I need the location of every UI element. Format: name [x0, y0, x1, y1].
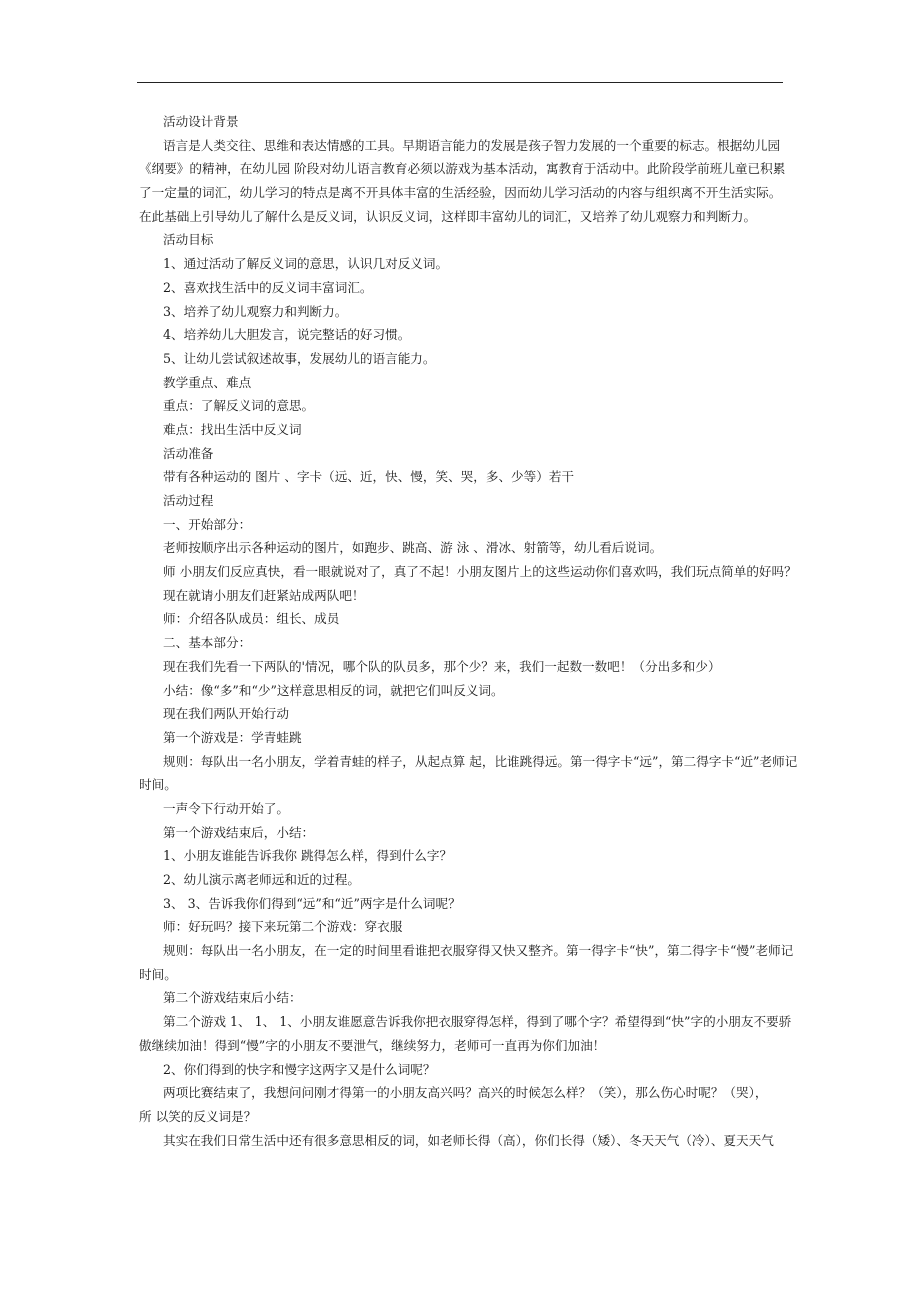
text-line: 4、培养幼儿大胆发言，说完整话的好习惯。	[163, 327, 411, 343]
text-line: 师：介绍各队成员：组长、成员	[163, 611, 340, 627]
text-line: 二、基本部分：	[163, 635, 252, 651]
text-line: 一声令下行动开始了。	[163, 800, 289, 816]
text-line: 教学重点、难点	[163, 374, 252, 390]
text-line: 在此基础上引导幼儿了解什么是反义词，认识反义词，这样即丰富幼儿的词汇，又培养了幼儿观察力和判断力。	[139, 208, 757, 224]
text-line: 现在我们两队开始行动	[163, 706, 289, 722]
text-line: 规则：每队出一名小朋友，学着青蛙的样子，从起点算 起，比谁跳得远。第一得字卡“远”，第二得字卡“近”老师记	[163, 753, 798, 769]
text-line: 了一定量的词汇，幼儿学习的特点是离不开具体丰富的生活经验，因而幼儿学习活动的内容与组织离不开生活实际。	[139, 185, 782, 201]
text-line: 活动准备	[163, 445, 214, 461]
text-line: 傲继续加油！得到“慢”字的小朋友不要泄气，继续努力，老师可一直再为你们加油！	[139, 1037, 606, 1053]
text-line: 师 小朋友们反应真快，看一眼就说对了，真了不起！小朋友图片上的这些运动你们喜欢吗，我们玩点简单的好吗？	[163, 564, 797, 580]
text-line: 2、喜欢找生活中的反义词丰富词汇。	[163, 279, 373, 295]
text-line: 1、通过活动了解反义词的意思，认识几对反义词。	[163, 256, 449, 272]
text-line: 2、幼儿演示离老师远和近的过程。	[163, 872, 360, 887]
text-line: 时间。	[139, 777, 177, 793]
text-line: 规则：每队出一名小朋友，在一定的时间里看谁把衣服穿得又快又整齐。第一得字卡“快”，第二得字卡“慢”老师记	[163, 943, 794, 959]
text-line: 老师按顺序出示各种运动的图片，如跑步、跳高、游 泳 、滑冰、射箭等，幼儿看后说词。	[163, 540, 663, 556]
header-rule	[137, 82, 783, 83]
text-line: 活动目标	[163, 232, 214, 248]
text-line: 第一个游戏结束后，小结：	[163, 824, 315, 840]
text-line: 时间。	[139, 966, 177, 982]
text-line: 第二个游戏结束后小结：	[163, 990, 302, 1006]
text-line: 活动过程	[163, 493, 214, 508]
text-line: 现在就请小朋友们赶紧站成两队吧！	[163, 587, 365, 603]
text-line: 师：好玩吗？接下来玩第二个游戏：穿衣服	[163, 919, 403, 935]
text-line: 两项比赛结束了，我想问问刚才得第一的小朋友高兴吗？高兴的时候怎么样？（笑），那么伤心时呢？（哭），	[163, 1085, 768, 1101]
text-line: 3、 3、告诉我你们得到“远”和“近”两字是什么词呢？	[163, 895, 461, 911]
text-line: 带有各种运动的 图片 、字卡（远、近，快、慢，笑、哭，多、少等）若干	[163, 469, 575, 485]
text-line: 第一个游戏是：学青蛙跳	[163, 729, 302, 745]
text-line: 现在我们先看一下两队的'情况，哪个队的队员多，那个少？来，我们一起数一数吧！（分出多和少）	[163, 658, 721, 674]
text-line: 《纲要》的精神，在幼儿园 阶段对幼儿语言教育必须以游戏为基本活动，寓教育于活动中。此阶段学前班儿童已积累	[139, 161, 786, 177]
document-body	[139, 110, 798, 1152]
text-line: 3、培养了幼儿观察力和判断力。	[163, 303, 348, 319]
text-line: 所 以笑的反义词是？	[139, 1108, 257, 1124]
text-line: 一、开始部分：	[163, 516, 252, 532]
text-line: 难点：找出生活中反义词	[163, 421, 302, 437]
text-line: 1、小朋友谁能告诉我你 跳得怎么样，得到什么字？	[163, 848, 453, 864]
text-line: 活动设计背景	[163, 114, 239, 129]
text-line: 其实在我们日常生活中还有很多意思相反的词，如老师长得（高），你们长得（矮）、冬天天气（冷）、夏天天气	[163, 1132, 774, 1148]
text-line: 小结：像“多”和“少”这样意思相反的词，就把它们叫反义词。	[163, 682, 504, 698]
text-line: 重点：了解反义词的意思。	[163, 398, 315, 414]
text-line: 5、让幼儿尝试叙述故事，发展幼儿的语言能力。	[163, 350, 436, 366]
text-line: 语言是人类交往、思维和表达情感的工具。早期语言能力的发展是孩子智力发展的一个重要的标志。根据幼儿园	[163, 137, 781, 153]
text-line: 第二个游戏 1、 1、 1、小朋友谁愿意告诉我你把衣服穿得怎样，得到了哪个字？希望得到“快”字的小朋友不要骄	[163, 1014, 792, 1030]
text-line: 2、你们得到的快字和慢字这两字又是什么词呢？	[163, 1061, 436, 1077]
